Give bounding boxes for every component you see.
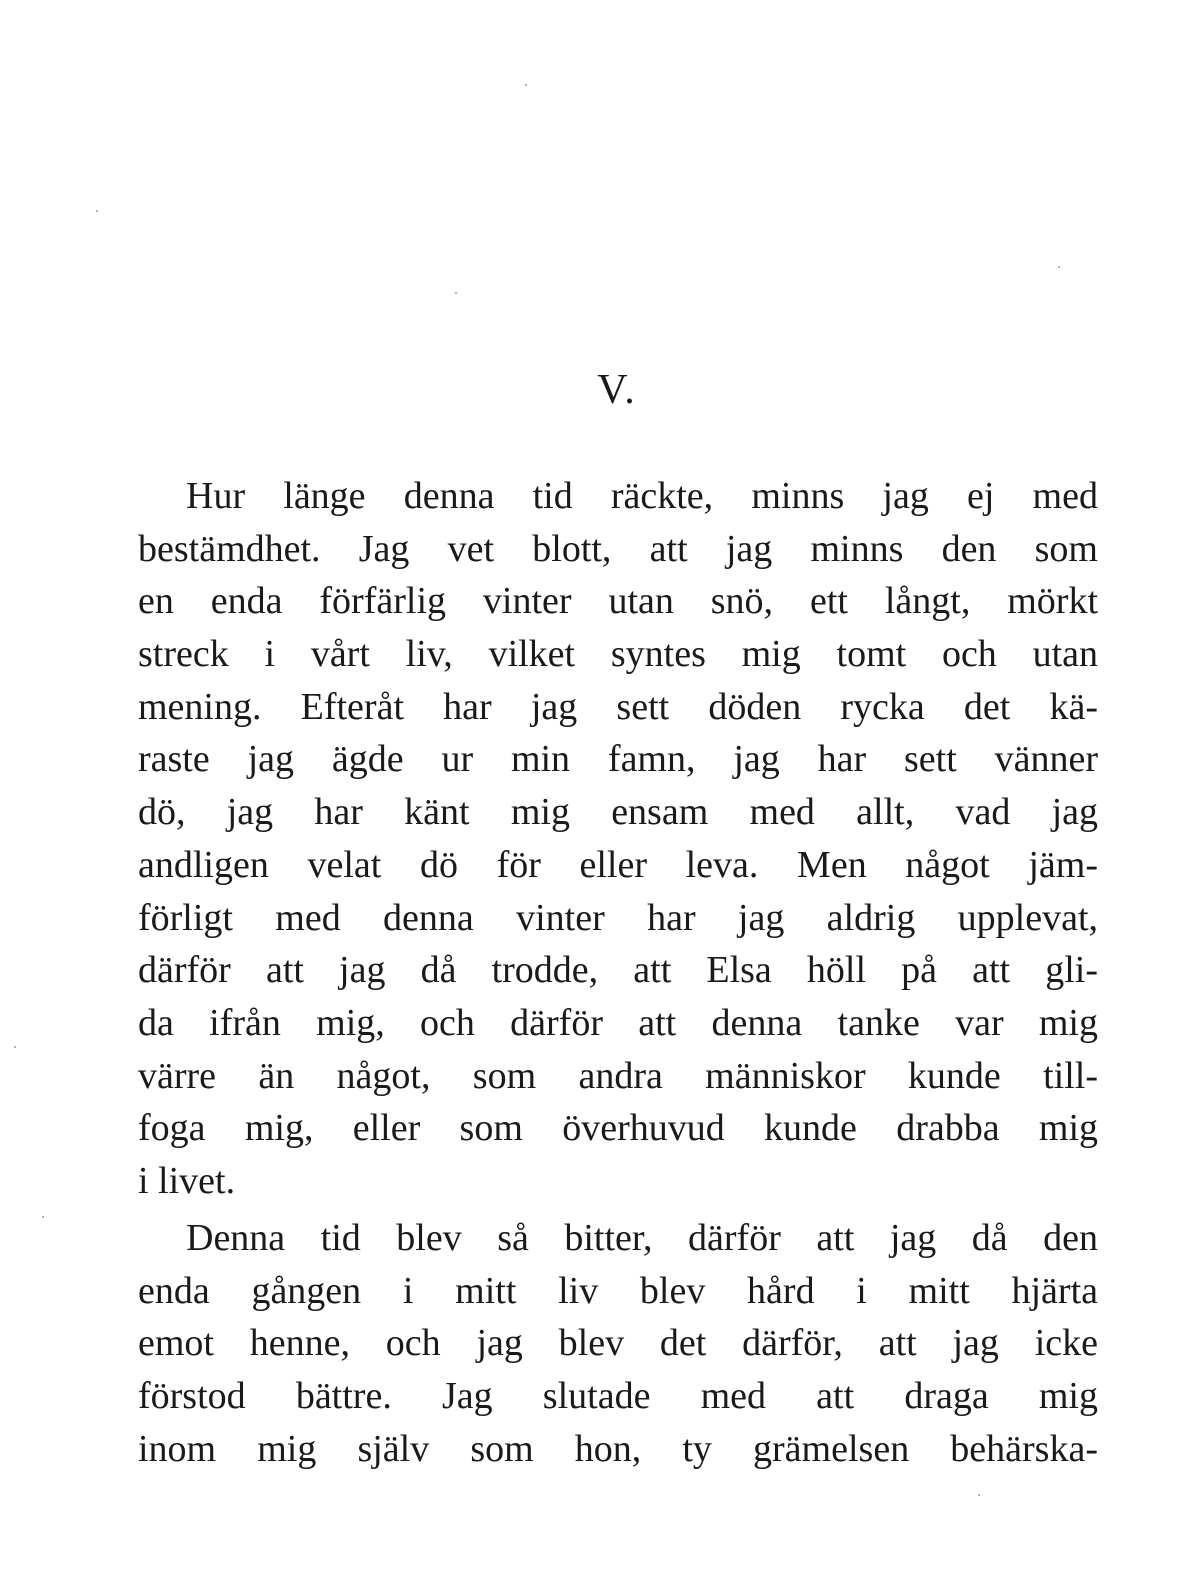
text-line: Denna tid blev så bitter, därför att jag då den (186, 1217, 1098, 1259)
text-line: enda gången i mitt liv blev hård i mitt hjärta (138, 1269, 1098, 1312)
text-line: en enda förfärlig vinter utan snö, ett långt, mörkt (138, 580, 1098, 623)
text-line: bestämdhet. Jag vet blott, att jag minns den som (138, 527, 1098, 570)
text-line: värre än något, som andra människor kunde till- (138, 1054, 1098, 1097)
text-line: inom mig själv som hon, ty grämelsen behärska- (138, 1427, 1098, 1470)
text-line: andligen velat dö för eller leva. Men något jäm- (138, 843, 1098, 886)
text-line: raste jag ägde ur min famn, jag har sett vänner (138, 738, 1098, 781)
text-line: i livet. (138, 1159, 236, 1202)
paper-speck (978, 1494, 980, 1496)
text-line: foga mig, eller som överhuvud kunde drabba mig (138, 1107, 1098, 1150)
text-line: streck i vårt liv, vilket syntes mig tomt och utan (138, 633, 1098, 676)
text-line: Hur länge denna tid räckte, minns jag ej med (186, 475, 1098, 517)
paragraph-2 (138, 1212, 1098, 1475)
paper-speck (42, 1216, 44, 1218)
chapter-heading: V. (597, 367, 637, 413)
text-line: förstod bättre. Jag slutade med att draga mig (138, 1375, 1098, 1418)
paper-speck (1058, 266, 1060, 268)
text-line: dö, jag har känt mig ensam med allt, vad jag (138, 791, 1098, 834)
paragraph-1 (138, 470, 1098, 1208)
paper-speck (525, 84, 527, 86)
paper-speck (14, 1046, 16, 1048)
text-line: mening. Efteråt har jag sett döden rycka det kä- (138, 685, 1098, 728)
paper-speck (455, 292, 457, 294)
text-line: förligt med denna vinter har jag aldrig upplevat, (138, 896, 1098, 939)
text-line: därför att jag då trodde, att Elsa höll på att gli- (138, 949, 1098, 992)
paper-speck (96, 210, 98, 212)
text-line: da ifrån mig, och därför att denna tanke var mig (138, 1001, 1098, 1044)
text-line: emot henne, och jag blev det därför, att jag icke (138, 1322, 1098, 1365)
